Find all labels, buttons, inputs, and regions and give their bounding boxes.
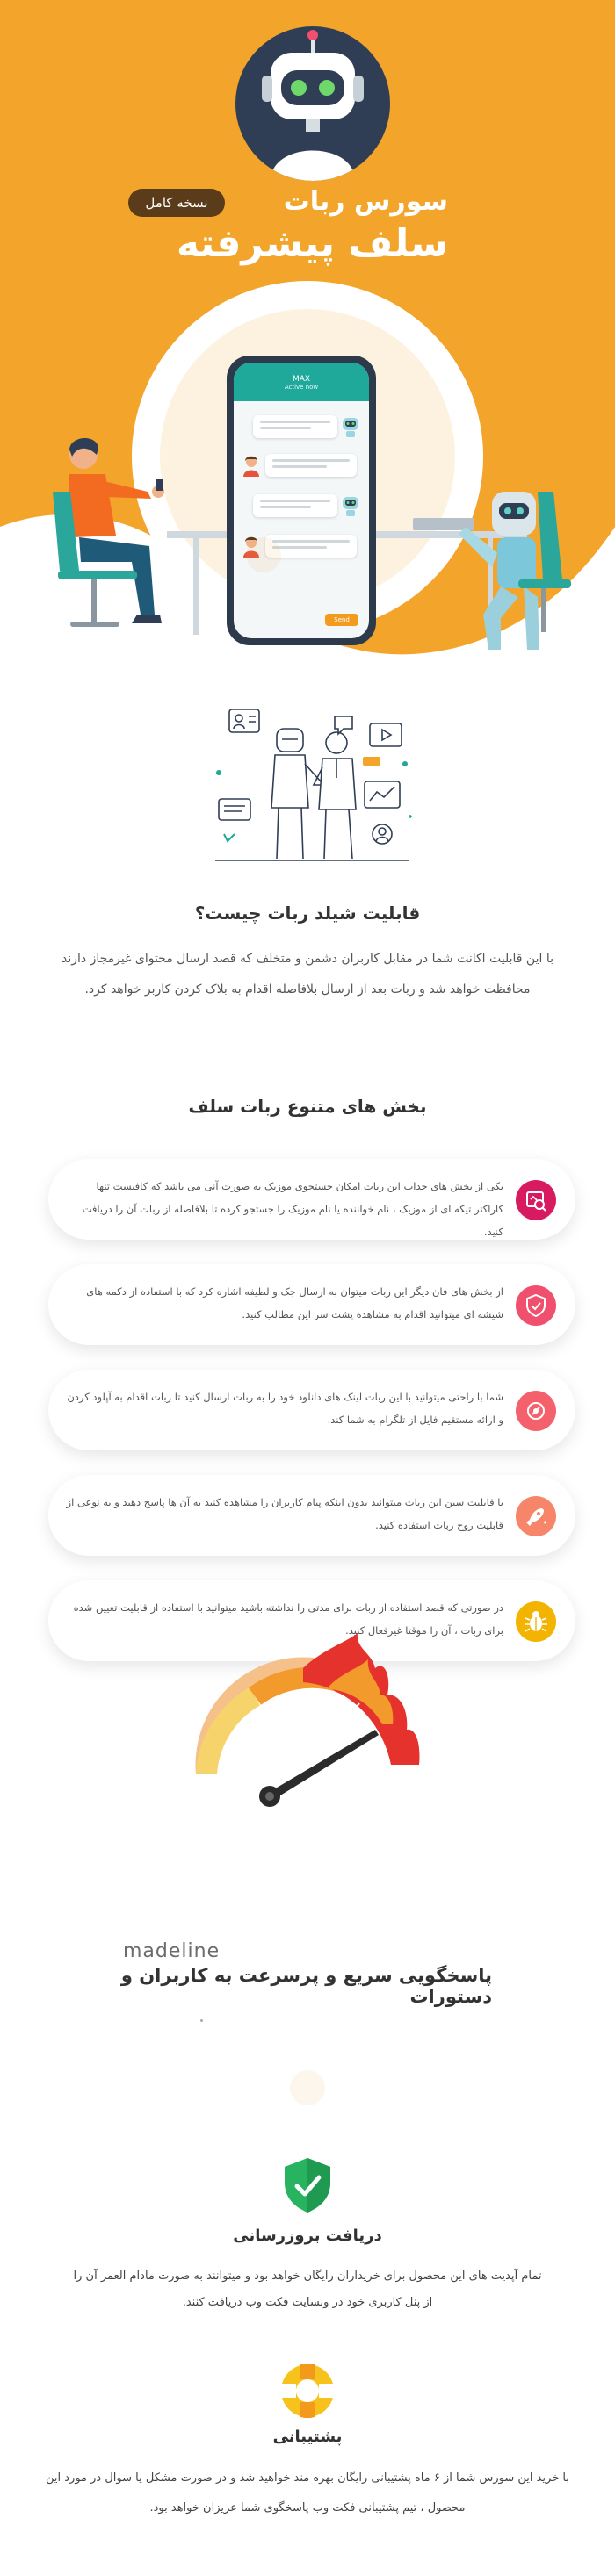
watermark-logo xyxy=(246,537,281,572)
bot-icon xyxy=(341,415,360,438)
chat-message-user xyxy=(241,450,360,480)
feature-card xyxy=(48,1370,575,1450)
robot-head-avatar xyxy=(235,26,390,181)
phone-header-subtitle: Active now xyxy=(284,384,319,391)
music-search-icon xyxy=(516,1180,556,1220)
feature-text: در صورتی که قصد استفاده از ربات برای مدتی را نداشته باشید میتوانید با استفاده از قابلیت تعیین شده برای ربات ، آن را موقتا غیرفعال کنید. xyxy=(73,1601,503,1637)
chat-message-bot xyxy=(241,412,360,442)
bot-icon xyxy=(341,494,360,517)
full-version-badge: نسخه کامل xyxy=(128,189,225,217)
feature-text: یکی از بخش های جذاب این ربات امکان جستجوی موزیک به صورت آنی می باشد که کافیست تنها کاراکتر تیکه ای از موزیک ، نام خواننده یا نام موزیک را جستجو کرده تا بلافاصله از ربات آن را دریافت کنید. xyxy=(82,1180,503,1238)
speed-title: پاسخگویی سریع و پرسرعت به کاربران و دستورات xyxy=(120,1965,492,2007)
phone-send-button: Send xyxy=(325,614,358,626)
features-title: بخش های متنوع ربات سلف xyxy=(188,1096,427,1117)
watermark-logo xyxy=(290,2070,325,2105)
phone-mockup xyxy=(227,356,376,645)
feature-text: با قابلیت سین این ربات میتوانید بدون اینکه پیام کاربران را مشاهده کنید به آن ها پاسخ دهید و به نوعی از قابلیت روح ربات استفاده کنید. xyxy=(66,1496,503,1531)
intro-body: با این قابلیت اکانت شما در مقابل کاربران دشمن و متخلف که قصد ارسال محتوای غیرمجاز دارند محافظت خواهد شد و ربات بعد از ارسال بلافاصله اقدام به بلاک کردن کاربر خواهد کرد. xyxy=(62,952,554,997)
madeline-brand: madeline xyxy=(123,1940,221,1962)
hero-title-big: سلف پیشرفته xyxy=(176,221,448,266)
feature-card xyxy=(48,1475,575,1556)
phone-screen xyxy=(234,363,369,638)
shield-check-icon xyxy=(281,2156,334,2214)
hero-section xyxy=(0,0,615,685)
feature-text: از بخش های فان دیگر این ربات میتوان به ارسال جک و لطیفه اشاره کرد که با استفاده از دکمه های شیشه ای میتوانید اقدام به مشاهده پشت سر این مطالب کنید. xyxy=(86,1285,503,1320)
robot-handshake-illustration xyxy=(198,694,426,878)
support-title: پشتیبانی xyxy=(272,2428,343,2446)
robot-face-icon xyxy=(235,26,390,181)
link-icon xyxy=(516,1391,556,1431)
chat-message-bot xyxy=(241,491,360,521)
update-title: دریافت بروزرسانی xyxy=(233,2227,382,2245)
hero-title-small: سورس ربات xyxy=(283,186,448,217)
rocket-icon xyxy=(516,1496,556,1536)
feature-text: شما با راحتی میتوانید با این ربات لینک های دانلود خود را به ربات ارسال کنید تا ربات اقدام به آپلود کردن و ارائه مستقیم فایل از تلگرام به شما کند. xyxy=(67,1391,503,1426)
shield-check-icon xyxy=(516,1285,556,1326)
speedometer-icon xyxy=(171,1633,435,1817)
user-avatar-icon xyxy=(241,454,262,477)
lifebuoy-icon xyxy=(277,2360,338,2421)
feature-card xyxy=(48,1159,575,1240)
phone-header-title: MAX xyxy=(292,375,311,384)
phone-chat-header xyxy=(234,363,369,401)
intro-title: قابلیت شیلد ربات چیست؟ xyxy=(194,903,421,924)
bug-icon xyxy=(516,1601,556,1642)
update-body: تمام آپدیت های این محصول برای خریداران رایگان خواهد بود و میتوانند به صورت مادام العمر آن را از پنل کاربری خود در وبسایت فکت وب دریافت کنند. xyxy=(73,2270,542,2309)
support-body: با خرید این سورس شما از ۶ ماه پشتیبانی رایگان بهره مند خواهید شد و در صورت مشکل یا سوال در مورد این محصول ، تیم پشتیبانی فکت وب پاسخگوی شما عزیزان خواهد بود. xyxy=(46,2472,569,2515)
feature-card xyxy=(48,1264,575,1345)
decorative-dot xyxy=(200,2019,203,2022)
